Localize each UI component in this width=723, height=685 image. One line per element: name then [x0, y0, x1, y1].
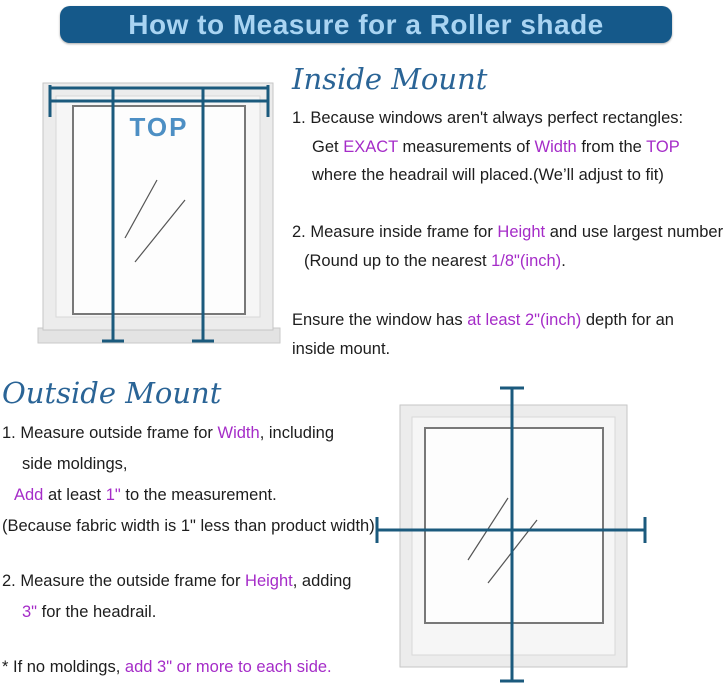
text-line — [2, 418, 375, 449]
text-line — [292, 335, 674, 364]
inside-mount-step2 — [292, 218, 723, 275]
text-segment: Get — [312, 137, 344, 156]
highlighted-text: add 3" or more to each side. — [124, 658, 332, 676]
highlighted-text: Add — [14, 486, 44, 504]
inside-mount-heading: Inside Mount — [292, 62, 488, 96]
text-segment: where the headrail will placed.(We’ll adjust to fit) — [312, 166, 664, 184]
highlighted-text: 1" — [105, 486, 121, 504]
text-segment: . — [561, 251, 566, 270]
text-segment: at least — [43, 486, 106, 504]
text-segment: (Round up to the nearest — [304, 251, 492, 270]
text-segment: , adding — [292, 572, 352, 590]
text-segment: and use largest number — [545, 223, 723, 241]
text-segment: for the headrail. — [37, 603, 157, 621]
inside-mount-depth-note — [292, 306, 674, 363]
text-segment: inside mount. — [292, 339, 391, 358]
text-line — [2, 449, 375, 480]
outside-mount-window-diagram — [365, 375, 665, 685]
outside-mount-step1 — [2, 418, 375, 542]
text-segment: 2. Measure the outside frame for — [2, 572, 246, 590]
highlighted-text: 3" — [22, 603, 38, 621]
title-banner — [60, 6, 672, 43]
text-line — [292, 133, 683, 162]
text-line — [292, 247, 723, 276]
text-line — [292, 218, 723, 247]
text-line — [292, 306, 674, 335]
inside-mount-window-diagram — [35, 78, 285, 353]
text-line — [2, 480, 375, 511]
text-segment: (Because fabric width is 1" less than product width) — [2, 517, 375, 535]
text-segment: 2. Measure inside frame for — [292, 223, 498, 241]
highlighted-text: Height — [497, 223, 546, 241]
text-line — [2, 566, 351, 597]
text-segment: to the measurement. — [120, 486, 277, 504]
highlighted-text: TOP — [646, 137, 680, 156]
text-segment: 1. Because windows aren't always perfect rectangles: — [292, 109, 684, 127]
highlighted-text: EXACT — [343, 137, 398, 156]
text-line — [2, 511, 375, 542]
text-segment: , including — [259, 424, 335, 442]
text-line — [2, 652, 332, 683]
inside-mount-step1 — [292, 104, 683, 190]
text-segment: from the — [576, 137, 647, 156]
window-glass — [425, 428, 603, 623]
text-line — [292, 161, 683, 190]
outside-mount-step2 — [2, 566, 351, 628]
text-segment: Ensure the window has — [292, 311, 468, 329]
outside-mount-heading: Outside Mount — [2, 376, 222, 410]
outside-mount-moldings-note — [2, 652, 332, 683]
text-segment: depth for an — [581, 311, 674, 329]
text-line — [2, 597, 351, 628]
text-segment: measurements of — [397, 137, 535, 156]
text-segment: 1. Measure outside frame for — [2, 424, 218, 442]
text-segment: * If no moldings, — [2, 658, 125, 676]
highlighted-text: 1/8"(inch) — [491, 251, 562, 270]
top-label: TOP — [129, 112, 189, 142]
text-segment: side moldings, — [22, 455, 128, 473]
highlighted-text: Width — [534, 137, 577, 156]
highlighted-text: at least 2"(inch) — [467, 311, 582, 329]
text-line — [292, 104, 683, 133]
highlighted-text: Height — [245, 572, 293, 590]
page-title: How to Measure for a Roller shade — [128, 8, 604, 40]
highlighted-text: Width — [217, 424, 260, 442]
